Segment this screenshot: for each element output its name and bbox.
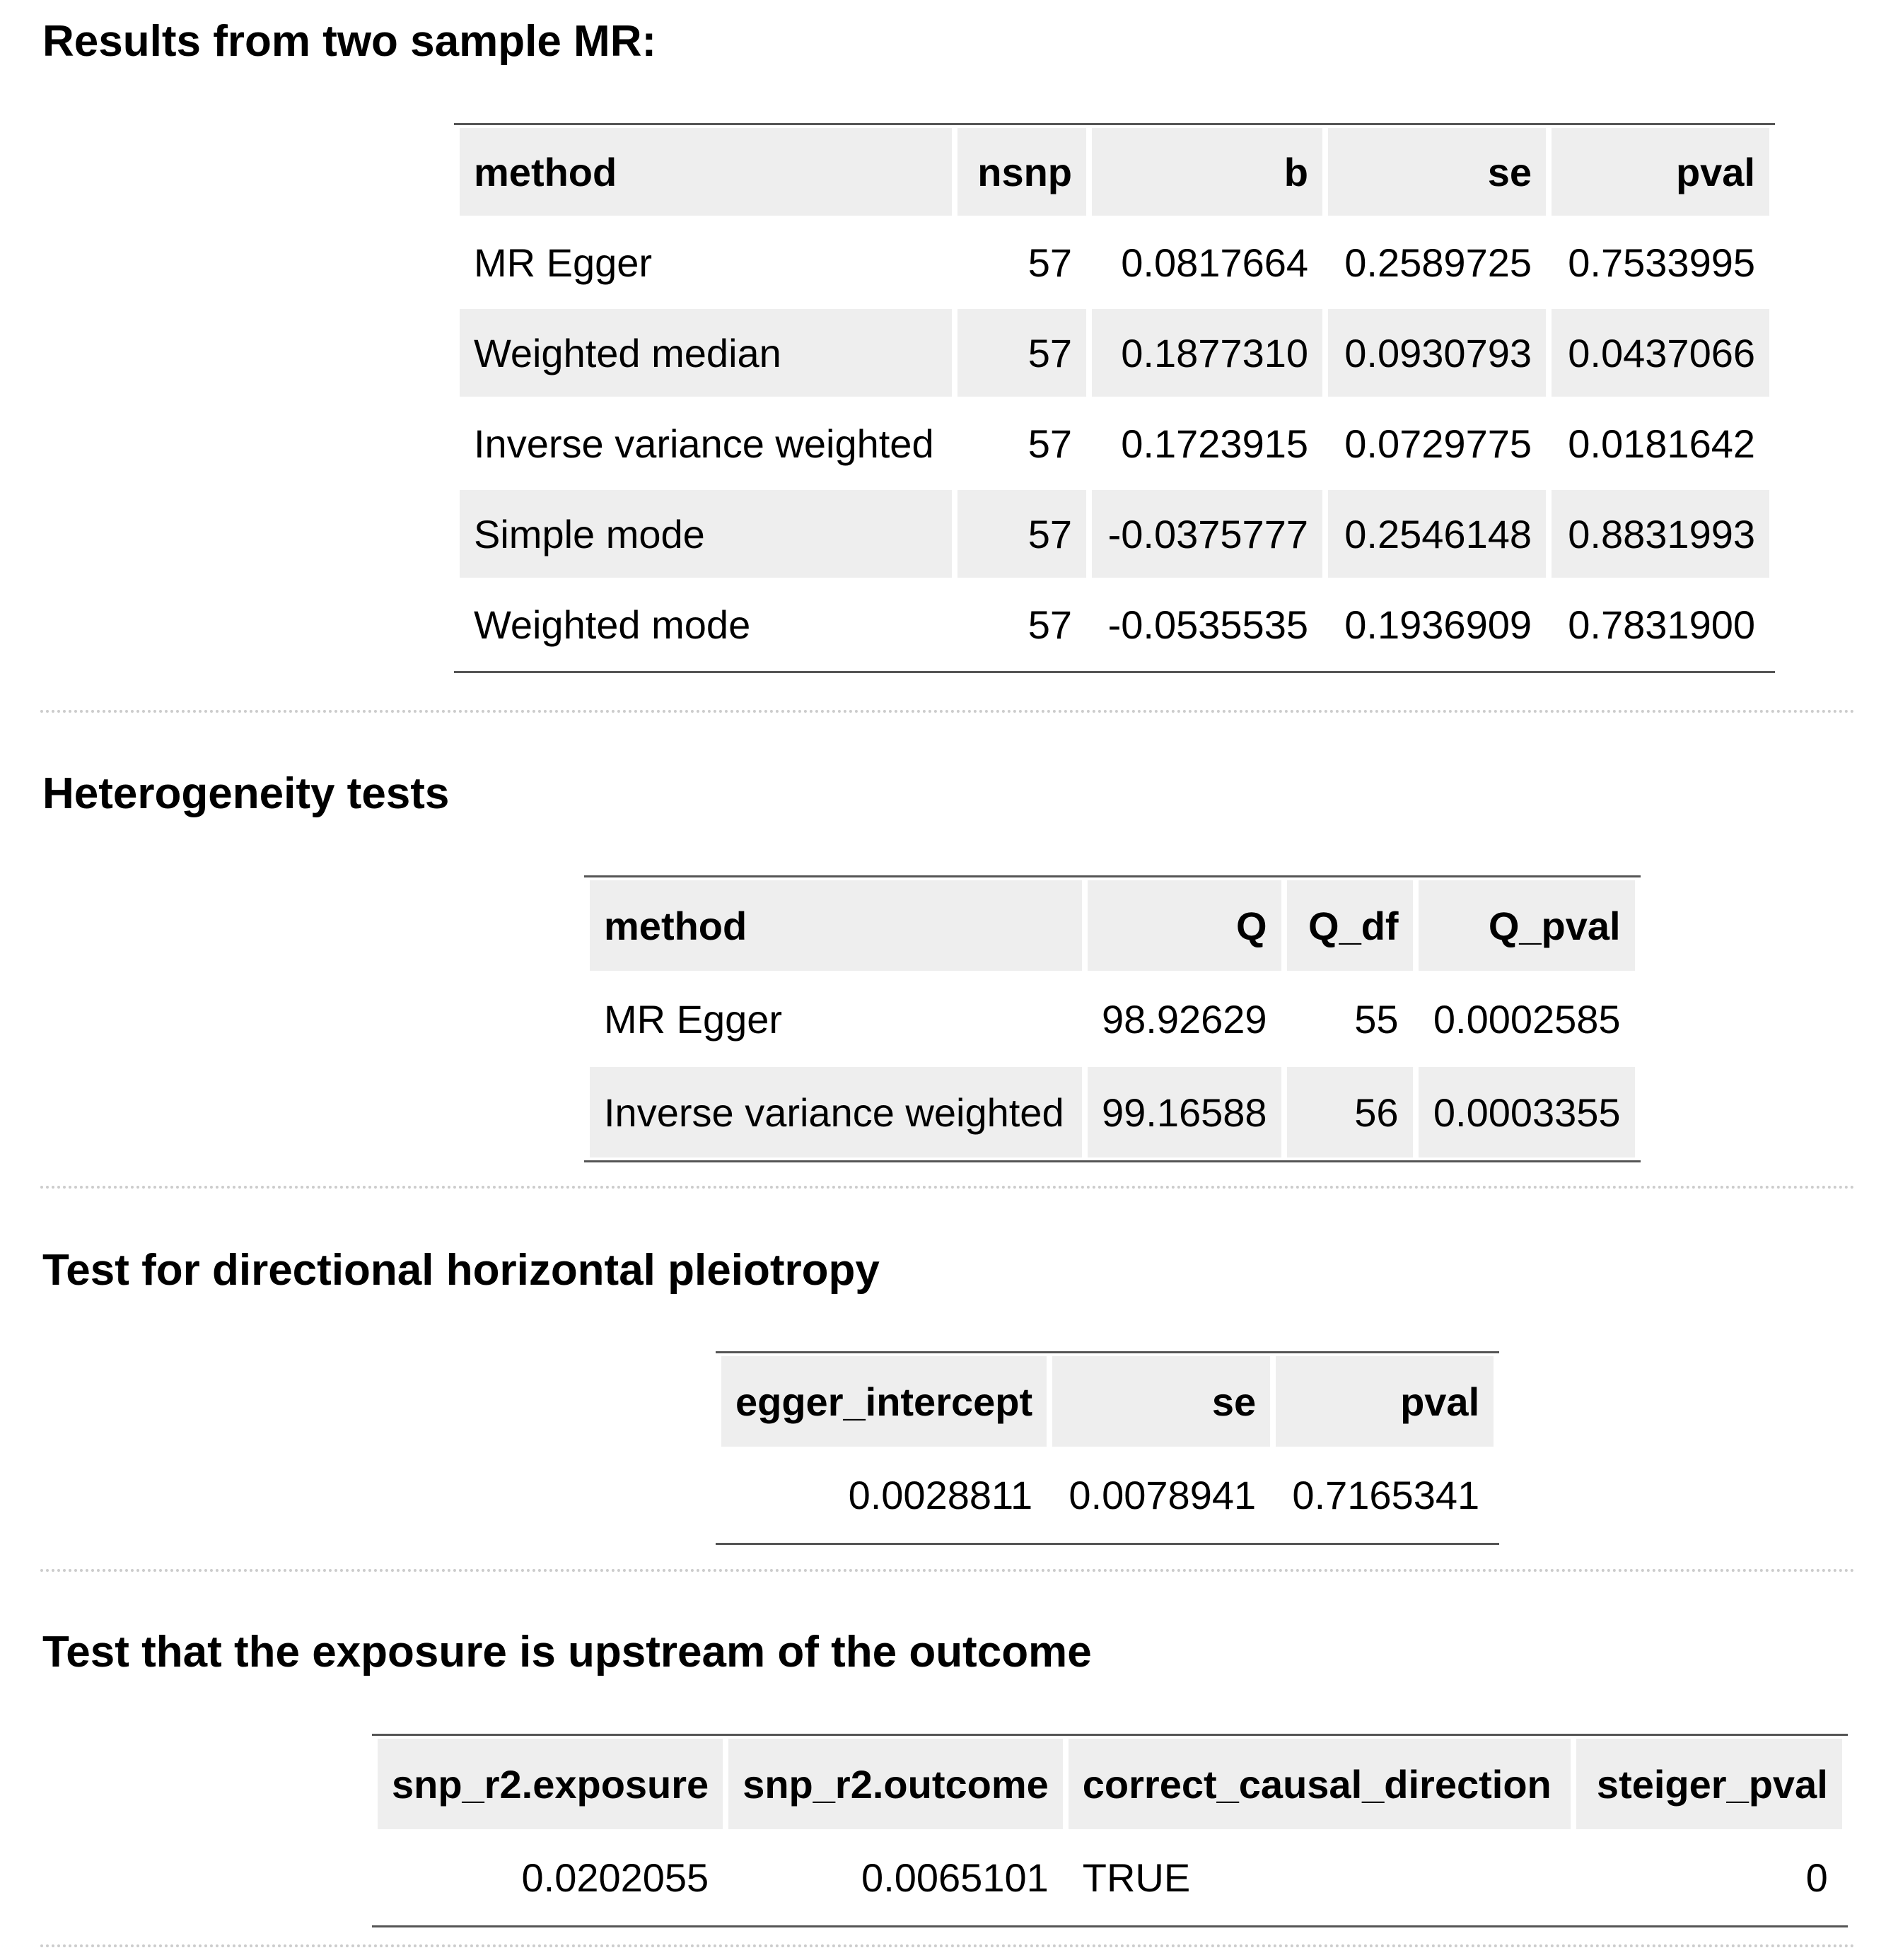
cell-method: Inverse variance weighted: [474, 421, 934, 466]
cell-snp-r2-outcome: 0.0065101: [861, 1855, 1049, 1900]
table-header-row: [460, 128, 1769, 216]
cell-method: MR Egger: [604, 996, 783, 1042]
column-header-method: method: [590, 880, 1082, 971]
cell-nsnp: 57: [957, 309, 1086, 397]
column-header-se: se: [1328, 128, 1546, 216]
section-divider: [40, 1569, 1856, 1572]
column-header-se: se: [1052, 1356, 1270, 1447]
steiger-table: [372, 1734, 1848, 1927]
cell-method: Weighted median: [460, 309, 952, 397]
column-header-pval: pval: [1552, 128, 1769, 216]
cell-q-df: 55: [1354, 996, 1399, 1042]
cell-method: Weighted mode: [474, 602, 751, 647]
cell-nsnp: 57: [1028, 240, 1072, 285]
column-header-nsnp: nsnp: [957, 128, 1086, 216]
cell-pval: 0.0181642: [1568, 421, 1755, 466]
section-title-heterogeneity: Heterogeneity tests: [42, 769, 450, 818]
column-header-q-df: Q_df: [1287, 880, 1413, 971]
table-row: [460, 309, 1769, 397]
cell-b: -0.0375777: [1092, 490, 1322, 578]
mr-results-table: [454, 123, 1775, 673]
cell-method: Simple mode: [460, 490, 952, 578]
section-title-mr-results: Results from two sample MR:: [42, 17, 657, 66]
cell-q: 98.92629: [1102, 996, 1267, 1042]
cell-pval: 0.7533995: [1568, 240, 1755, 285]
table-row: [721, 1449, 1494, 1540]
column-header-snp-r2-outcome: snp_r2.outcome: [728, 1739, 1063, 1829]
column-header-correct-causal-direction: correct_causal_direction: [1069, 1739, 1571, 1829]
cell-q-pval: 0.0002585: [1433, 996, 1621, 1042]
cell-b: 0.0817664: [1121, 240, 1308, 285]
cell-pval: 0.7165341: [1292, 1472, 1480, 1517]
cell-se: 0.0729775: [1344, 421, 1532, 466]
column-header-q-pval: Q_pval: [1419, 880, 1635, 971]
table-row: [460, 218, 1769, 306]
column-header-method: method: [460, 128, 952, 216]
cell-b: 0.1723915: [1121, 421, 1308, 466]
table-row: [590, 974, 1635, 1064]
cell-se: 0.0930793: [1328, 309, 1546, 397]
cell-se: 0.2589725: [1344, 240, 1532, 285]
cell-se: 0.1936909: [1344, 602, 1532, 647]
section-divider: [40, 710, 1856, 713]
table-header-row: [721, 1356, 1494, 1447]
cell-pval: 0.7831900: [1568, 602, 1755, 647]
heterogeneity-table: [584, 875, 1641, 1162]
section-divider: [40, 1944, 1856, 1947]
cell-steiger-pval: 0: [1805, 1855, 1828, 1900]
cell-q-df: 56: [1287, 1067, 1413, 1157]
section-divider: [40, 1186, 1856, 1189]
cell-snp-r2-exposure: 0.0202055: [521, 1855, 709, 1900]
column-header-snp-r2-exposure: snp_r2.exposure: [378, 1739, 723, 1829]
section-title-steiger: Test that the exposure is upstream of the outcome: [42, 1628, 1092, 1676]
cell-se: 0.2546148: [1328, 490, 1546, 578]
cell-pval: 0.8831993: [1552, 490, 1769, 578]
table-row: [378, 1832, 1842, 1923]
column-header-q: Q: [1088, 880, 1281, 971]
cell-b: 0.1877310: [1092, 309, 1322, 397]
table-header-row: [590, 880, 1635, 971]
cell-nsnp: 57: [957, 490, 1086, 578]
cell-method: Inverse variance weighted: [590, 1067, 1082, 1157]
cell-nsnp: 57: [1028, 602, 1072, 647]
table-row: [460, 399, 1769, 487]
section-title-pleiotropy: Test for directional horizontal pleiotropy: [42, 1246, 880, 1295]
cell-nsnp: 57: [1028, 421, 1072, 466]
cell-q-pval: 0.0003355: [1419, 1067, 1635, 1157]
column-header-pval: pval: [1276, 1356, 1494, 1447]
column-header-b: b: [1092, 128, 1322, 216]
table-row: [460, 581, 1769, 668]
cell-method: MR Egger: [474, 240, 653, 285]
table-header-row: [378, 1739, 1842, 1829]
cell-pval: 0.0437066: [1552, 309, 1769, 397]
cell-b: -0.0535535: [1107, 602, 1308, 647]
table-row: [460, 490, 1769, 578]
cell-egger-intercept: 0.0028811: [848, 1472, 1033, 1517]
cell-q: 99.16588: [1088, 1067, 1281, 1157]
cell-correct-causal-direction: TRUE: [1082, 1855, 1191, 1900]
cell-se: 0.0078941: [1069, 1472, 1257, 1517]
column-header-egger-intercept: egger_intercept: [721, 1356, 1047, 1447]
table-row: [590, 1067, 1635, 1157]
pleiotropy-table: [716, 1351, 1499, 1545]
column-header-steiger-pval: steiger_pval: [1576, 1739, 1842, 1829]
